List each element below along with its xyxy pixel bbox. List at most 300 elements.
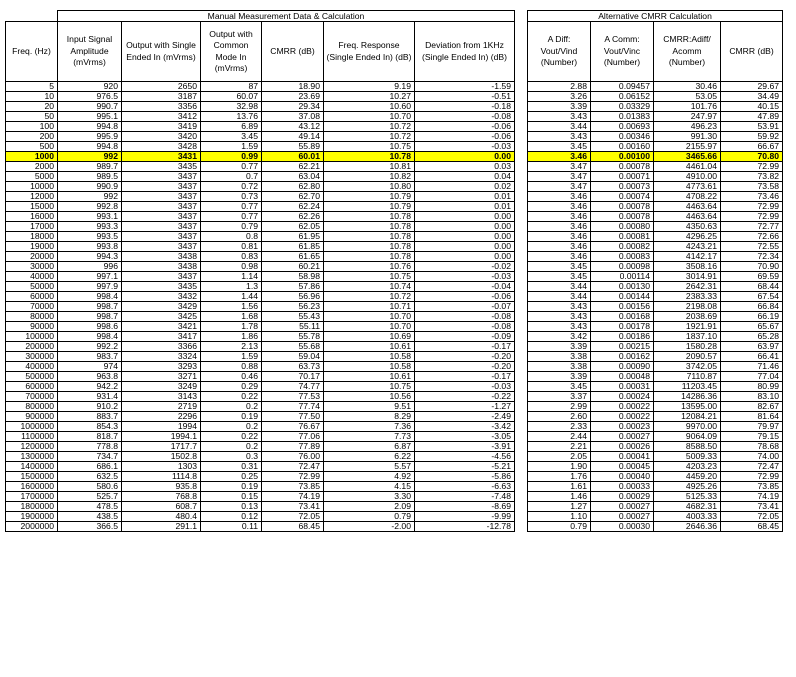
cmrr-db-alt-cell[interactable]: 72.99 <box>721 162 783 172</box>
a-comm-cell[interactable]: 0.00078 <box>591 202 654 212</box>
cmrr-db-cell[interactable]: 77.50 <box>262 412 324 422</box>
cmrr-db-cell[interactable]: 61.85 <box>262 242 324 252</box>
cmrr-db-alt-cell[interactable]: 53.91 <box>721 122 783 132</box>
a-comm-cell[interactable]: 0.03329 <box>591 102 654 112</box>
deviation-cell[interactable]: -0.08 <box>415 322 515 332</box>
output-common-mode-cell[interactable]: 0.2 <box>201 422 262 432</box>
cmrr-db-cell[interactable]: 74.19 <box>262 492 324 502</box>
output-single-ended-cell[interactable]: 1994.1 <box>122 432 201 442</box>
a-comm-cell[interactable]: 0.00073 <box>591 182 654 192</box>
freq-response-cell[interactable]: 10.60 <box>324 102 415 112</box>
cmrr-db-cell[interactable]: 23.69 <box>262 92 324 102</box>
cmrr-ratio-cell[interactable]: 4243.21 <box>654 242 721 252</box>
output-common-mode-cell[interactable]: 3.45 <box>201 132 262 142</box>
a-comm-cell[interactable]: 0.00078 <box>591 212 654 222</box>
deviation-cell[interactable]: -0.17 <box>415 342 515 352</box>
output-single-ended-cell[interactable]: 3435 <box>122 282 201 292</box>
a-diff-cell[interactable]: 0.79 <box>528 522 591 532</box>
cmrr-db-cell[interactable]: 73.85 <box>262 482 324 492</box>
deviation-cell[interactable]: -0.51 <box>415 92 515 102</box>
a-comm-cell[interactable]: 0.00071 <box>591 172 654 182</box>
header-deviation[interactable]: Deviation from 1KHz (Single Ended In) (dB) <box>415 22 515 82</box>
a-diff-cell[interactable]: 3.45 <box>528 142 591 152</box>
freq-response-cell[interactable]: 10.72 <box>324 122 415 132</box>
cmrr-ratio-cell[interactable]: 2642.31 <box>654 282 721 292</box>
freq-response-cell[interactable]: 10.76 <box>324 262 415 272</box>
cmrr-db-cell[interactable]: 37.08 <box>262 112 324 122</box>
cmrr-ratio-cell[interactable]: 2383.33 <box>654 292 721 302</box>
freq-response-cell[interactable]: 10.78 <box>324 232 415 242</box>
freq-response-cell[interactable]: 4.92 <box>324 472 415 482</box>
cmrr-db-cell[interactable]: 68.45 <box>262 522 324 532</box>
freq-cell[interactable]: 1000 <box>6 152 58 162</box>
input-amplitude-cell[interactable]: 992 <box>58 192 122 202</box>
cmrr-ratio-cell[interactable]: 4142.17 <box>654 252 721 262</box>
output-common-mode-cell[interactable]: 0.46 <box>201 372 262 382</box>
a-diff-cell[interactable]: 1.90 <box>528 462 591 472</box>
freq-response-cell[interactable]: 10.75 <box>324 382 415 392</box>
output-single-ended-cell[interactable]: 291.1 <box>122 522 201 532</box>
a-diff-cell[interactable]: 3.39 <box>528 342 591 352</box>
a-comm-cell[interactable]: 0.00346 <box>591 132 654 142</box>
freq-response-cell[interactable]: 10.27 <box>324 92 415 102</box>
cmrr-db-alt-cell[interactable]: 66.19 <box>721 312 783 322</box>
cmrr-ratio-cell[interactable]: 3508.16 <box>654 262 721 272</box>
input-amplitude-cell[interactable]: 525.7 <box>58 492 122 502</box>
cmrr-ratio-cell[interactable]: 4350.63 <box>654 222 721 232</box>
cmrr-ratio-cell[interactable]: 4708.22 <box>654 192 721 202</box>
header-output-single-ended[interactable]: Output with Single Ended In (mVrms) <box>122 22 201 82</box>
a-diff-cell[interactable]: 3.44 <box>528 292 591 302</box>
freq-cell[interactable]: 700000 <box>6 392 58 402</box>
deviation-cell[interactable]: 0.04 <box>415 172 515 182</box>
deviation-cell[interactable]: -3.42 <box>415 422 515 432</box>
a-diff-cell[interactable]: 2.21 <box>528 442 591 452</box>
header-a-diff[interactable]: A Diff: Vout/Vind (Number) <box>528 22 591 82</box>
a-diff-cell[interactable]: 3.46 <box>528 152 591 162</box>
cmrr-db-alt-cell[interactable]: 71.46 <box>721 362 783 372</box>
freq-response-cell[interactable]: 2.09 <box>324 502 415 512</box>
freq-cell[interactable]: 800000 <box>6 402 58 412</box>
output-common-mode-cell[interactable]: 6.89 <box>201 122 262 132</box>
a-comm-cell[interactable]: 0.00023 <box>591 422 654 432</box>
output-common-mode-cell[interactable]: 0.29 <box>201 382 262 392</box>
cmrr-ratio-cell[interactable]: 2038.69 <box>654 312 721 322</box>
a-comm-cell[interactable]: 0.00114 <box>591 272 654 282</box>
output-common-mode-cell[interactable]: 0.31 <box>201 462 262 472</box>
a-diff-cell[interactable]: 3.44 <box>528 282 591 292</box>
cmrr-db-alt-cell[interactable]: 70.90 <box>721 262 783 272</box>
output-common-mode-cell[interactable]: 0.25 <box>201 472 262 482</box>
freq-response-cell[interactable]: 10.80 <box>324 182 415 192</box>
cmrr-db-alt-cell[interactable]: 34.49 <box>721 92 783 102</box>
freq-response-cell[interactable]: 10.79 <box>324 202 415 212</box>
input-amplitude-cell[interactable]: 734.7 <box>58 452 122 462</box>
a-comm-cell[interactable]: 0.00041 <box>591 452 654 462</box>
cmrr-ratio-cell[interactable]: 4461.04 <box>654 162 721 172</box>
input-amplitude-cell[interactable]: 963.8 <box>58 372 122 382</box>
a-diff-cell[interactable]: 3.46 <box>528 232 591 242</box>
output-common-mode-cell[interactable]: 0.79 <box>201 222 262 232</box>
output-common-mode-cell[interactable]: 32.98 <box>201 102 262 112</box>
freq-cell[interactable]: 80000 <box>6 312 58 322</box>
a-diff-cell[interactable]: 1.10 <box>528 512 591 522</box>
a-diff-cell[interactable]: 3.46 <box>528 222 591 232</box>
cmrr-db-alt-cell[interactable]: 68.45 <box>721 522 783 532</box>
input-amplitude-cell[interactable]: 992.8 <box>58 202 122 212</box>
output-common-mode-cell[interactable]: 0.83 <box>201 252 262 262</box>
input-amplitude-cell[interactable]: 989.7 <box>58 162 122 172</box>
freq-response-cell[interactable]: 10.78 <box>324 212 415 222</box>
freq-response-cell[interactable]: 10.70 <box>324 322 415 332</box>
a-comm-cell[interactable]: 0.00031 <box>591 382 654 392</box>
output-single-ended-cell[interactable]: 3432 <box>122 292 201 302</box>
output-common-mode-cell[interactable]: 0.81 <box>201 242 262 252</box>
a-comm-cell[interactable]: 0.00027 <box>591 432 654 442</box>
cmrr-ratio-cell[interactable]: 4682.31 <box>654 502 721 512</box>
input-amplitude-cell[interactable]: 883.7 <box>58 412 122 422</box>
input-amplitude-cell[interactable]: 974 <box>58 362 122 372</box>
freq-response-cell[interactable]: 10.78 <box>324 222 415 232</box>
a-diff-cell[interactable]: 3.39 <box>528 102 591 112</box>
output-common-mode-cell[interactable]: 0.22 <box>201 432 262 442</box>
freq-response-cell[interactable]: 5.57 <box>324 462 415 472</box>
freq-cell[interactable]: 900000 <box>6 412 58 422</box>
output-single-ended-cell[interactable]: 3437 <box>122 212 201 222</box>
freq-cell[interactable]: 1700000 <box>6 492 58 502</box>
freq-response-cell[interactable]: 10.70 <box>324 312 415 322</box>
freq-cell[interactable]: 18000 <box>6 232 58 242</box>
cmrr-db-cell[interactable]: 29.34 <box>262 102 324 112</box>
cmrr-ratio-cell[interactable]: 4463.64 <box>654 212 721 222</box>
a-comm-cell[interactable]: 0.00029 <box>591 492 654 502</box>
cmrr-db-cell[interactable]: 62.80 <box>262 182 324 192</box>
a-comm-cell[interactable]: 0.00030 <box>591 522 654 532</box>
cmrr-ratio-cell[interactable]: 247.97 <box>654 112 721 122</box>
output-single-ended-cell[interactable]: 1717.7 <box>122 442 201 452</box>
cmrr-ratio-cell[interactable]: 4925.26 <box>654 482 721 492</box>
output-common-mode-cell[interactable]: 0.7 <box>201 172 262 182</box>
cmrr-db-alt-cell[interactable]: 80.99 <box>721 382 783 392</box>
input-amplitude-cell[interactable]: 632.5 <box>58 472 122 482</box>
cmrr-db-alt-cell[interactable]: 72.77 <box>721 222 783 232</box>
cmrr-db-cell[interactable]: 63.04 <box>262 172 324 182</box>
a-diff-cell[interactable]: 2.99 <box>528 402 591 412</box>
a-comm-cell[interactable]: 0.00027 <box>591 512 654 522</box>
freq-response-cell[interactable]: 10.75 <box>324 142 415 152</box>
a-comm-cell[interactable]: 0.00074 <box>591 192 654 202</box>
freq-cell[interactable]: 1100000 <box>6 432 58 442</box>
deviation-cell[interactable]: -5.86 <box>415 472 515 482</box>
a-diff-cell[interactable]: 1.76 <box>528 472 591 482</box>
cmrr-db-cell[interactable]: 58.98 <box>262 272 324 282</box>
cmrr-db-alt-cell[interactable]: 79.15 <box>721 432 783 442</box>
a-diff-cell[interactable]: 3.46 <box>528 202 591 212</box>
output-single-ended-cell[interactable]: 3421 <box>122 322 201 332</box>
deviation-cell[interactable]: 0.03 <box>415 162 515 172</box>
cmrr-db-cell[interactable]: 62.21 <box>262 162 324 172</box>
output-common-mode-cell[interactable]: 0.98 <box>201 262 262 272</box>
output-single-ended-cell[interactable]: 3428 <box>122 142 201 152</box>
input-amplitude-cell[interactable]: 997.1 <box>58 272 122 282</box>
freq-cell[interactable]: 70000 <box>6 302 58 312</box>
deviation-cell[interactable]: -1.27 <box>415 402 515 412</box>
output-single-ended-cell[interactable]: 480.4 <box>122 512 201 522</box>
freq-cell[interactable]: 2000000 <box>6 522 58 532</box>
deviation-cell[interactable]: 0.02 <box>415 182 515 192</box>
freq-cell[interactable]: 60000 <box>6 292 58 302</box>
cmrr-ratio-cell[interactable]: 3742.05 <box>654 362 721 372</box>
freq-cell[interactable]: 500000 <box>6 372 58 382</box>
freq-cell[interactable]: 50000 <box>6 282 58 292</box>
freq-cell[interactable]: 30000 <box>6 262 58 272</box>
output-single-ended-cell[interactable]: 3356 <box>122 102 201 112</box>
a-comm-cell[interactable]: 0.00022 <box>591 402 654 412</box>
input-amplitude-cell[interactable]: 998.4 <box>58 292 122 302</box>
output-common-mode-cell[interactable]: 1.78 <box>201 322 262 332</box>
output-single-ended-cell[interactable]: 3293 <box>122 362 201 372</box>
output-common-mode-cell[interactable]: 1.68 <box>201 312 262 322</box>
deviation-cell[interactable]: 0.00 <box>415 212 515 222</box>
freq-cell[interactable]: 300000 <box>6 352 58 362</box>
input-amplitude-cell[interactable]: 686.1 <box>58 462 122 472</box>
output-common-mode-cell[interactable]: 13.76 <box>201 112 262 122</box>
cmrr-db-alt-cell[interactable]: 69.59 <box>721 272 783 282</box>
output-common-mode-cell[interactable]: 60.07 <box>201 92 262 102</box>
output-common-mode-cell[interactable]: 0.11 <box>201 522 262 532</box>
deviation-cell[interactable]: -0.09 <box>415 332 515 342</box>
output-single-ended-cell[interactable]: 2296 <box>122 412 201 422</box>
input-amplitude-cell[interactable]: 998.7 <box>58 302 122 312</box>
a-diff-cell[interactable]: 3.43 <box>528 302 591 312</box>
output-single-ended-cell[interactable]: 1994 <box>122 422 201 432</box>
deviation-cell[interactable]: -3.05 <box>415 432 515 442</box>
cmrr-db-alt-cell[interactable]: 73.58 <box>721 182 783 192</box>
cmrr-db-alt-cell[interactable]: 73.82 <box>721 172 783 182</box>
output-single-ended-cell[interactable]: 3437 <box>122 232 201 242</box>
deviation-cell[interactable]: -0.06 <box>415 132 515 142</box>
input-amplitude-cell[interactable]: 993.1 <box>58 212 122 222</box>
output-common-mode-cell[interactable]: 0.72 <box>201 182 262 192</box>
cmrr-db-alt-cell[interactable]: 72.55 <box>721 242 783 252</box>
cmrr-db-alt-cell[interactable]: 68.44 <box>721 282 783 292</box>
cmrr-db-cell[interactable]: 72.99 <box>262 472 324 482</box>
output-single-ended-cell[interactable]: 768.8 <box>122 492 201 502</box>
a-comm-cell[interactable]: 0.00078 <box>591 162 654 172</box>
cmrr-db-alt-cell[interactable]: 65.28 <box>721 332 783 342</box>
a-comm-cell[interactable]: 0.00186 <box>591 332 654 342</box>
deviation-cell[interactable]: -1.59 <box>415 82 515 92</box>
output-single-ended-cell[interactable]: 3437 <box>122 182 201 192</box>
cmrr-ratio-cell[interactable]: 3465.66 <box>654 152 721 162</box>
a-comm-cell[interactable]: 0.00048 <box>591 372 654 382</box>
output-single-ended-cell[interactable]: 3437 <box>122 242 201 252</box>
cmrr-db-alt-cell[interactable]: 77.04 <box>721 372 783 382</box>
cmrr-ratio-cell[interactable]: 101.76 <box>654 102 721 112</box>
a-comm-cell[interactable]: 0.00081 <box>591 232 654 242</box>
cmrr-db-cell[interactable]: 63.73 <box>262 362 324 372</box>
output-common-mode-cell[interactable]: 0.99 <box>201 152 262 162</box>
cmrr-db-cell[interactable]: 61.95 <box>262 232 324 242</box>
a-comm-cell[interactable]: 0.00040 <box>591 472 654 482</box>
a-comm-cell[interactable]: 0.00080 <box>591 222 654 232</box>
freq-cell[interactable]: 1200000 <box>6 442 58 452</box>
output-single-ended-cell[interactable]: 608.7 <box>122 502 201 512</box>
cmrr-db-alt-cell[interactable]: 83.10 <box>721 392 783 402</box>
a-comm-cell[interactable]: 0.00130 <box>591 282 654 292</box>
a-comm-cell[interactable]: 0.00026 <box>591 442 654 452</box>
cmrr-db-cell[interactable]: 60.01 <box>262 152 324 162</box>
deviation-cell[interactable]: 0.00 <box>415 232 515 242</box>
a-comm-cell[interactable]: 0.00693 <box>591 122 654 132</box>
output-common-mode-cell[interactable]: 0.77 <box>201 212 262 222</box>
freq-response-cell[interactable]: 10.61 <box>324 372 415 382</box>
cmrr-ratio-cell[interactable]: 4296.25 <box>654 232 721 242</box>
cmrr-db-alt-cell[interactable]: 72.99 <box>721 212 783 222</box>
cmrr-db-cell[interactable]: 76.67 <box>262 422 324 432</box>
input-amplitude-cell[interactable]: 993.8 <box>58 242 122 252</box>
deviation-cell[interactable]: -0.06 <box>415 122 515 132</box>
freq-cell[interactable]: 400000 <box>6 362 58 372</box>
a-diff-cell[interactable]: 3.42 <box>528 332 591 342</box>
freq-response-cell[interactable]: 10.70 <box>324 112 415 122</box>
input-amplitude-cell[interactable]: 990.9 <box>58 182 122 192</box>
deviation-cell[interactable]: -0.18 <box>415 102 515 112</box>
input-amplitude-cell[interactable]: 366.5 <box>58 522 122 532</box>
cmrr-ratio-cell[interactable]: 4910.00 <box>654 172 721 182</box>
header-input-amplitude[interactable]: Input Signal Amplitude (mVrms) <box>58 22 122 82</box>
cmrr-db-alt-cell[interactable]: 72.34 <box>721 252 783 262</box>
deviation-cell[interactable]: -0.07 <box>415 302 515 312</box>
deviation-cell[interactable]: -0.03 <box>415 272 515 282</box>
cmrr-db-cell[interactable]: 72.05 <box>262 512 324 522</box>
cmrr-db-cell[interactable]: 62.05 <box>262 222 324 232</box>
cmrr-db-cell[interactable]: 55.43 <box>262 312 324 322</box>
cmrr-ratio-cell[interactable]: 496.23 <box>654 122 721 132</box>
cmrr-db-cell[interactable]: 62.26 <box>262 212 324 222</box>
a-diff-cell[interactable]: 3.47 <box>528 162 591 172</box>
deviation-cell[interactable]: -0.20 <box>415 362 515 372</box>
cmrr-db-cell[interactable]: 60.21 <box>262 262 324 272</box>
freq-response-cell[interactable]: 7.73 <box>324 432 415 442</box>
freq-cell[interactable]: 1900000 <box>6 512 58 522</box>
input-amplitude-cell[interactable]: 983.7 <box>58 352 122 362</box>
cmrr-db-alt-cell[interactable]: 70.80 <box>721 152 783 162</box>
output-common-mode-cell[interactable]: 0.88 <box>201 362 262 372</box>
cmrr-ratio-cell[interactable]: 2646.36 <box>654 522 721 532</box>
freq-cell[interactable]: 5000 <box>6 172 58 182</box>
input-amplitude-cell[interactable]: 931.4 <box>58 392 122 402</box>
output-single-ended-cell[interactable]: 3324 <box>122 352 201 362</box>
a-diff-cell[interactable]: 3.26 <box>528 92 591 102</box>
output-common-mode-cell[interactable]: 0.77 <box>201 202 262 212</box>
deviation-cell[interactable]: 0.00 <box>415 152 515 162</box>
output-single-ended-cell[interactable]: 3437 <box>122 272 201 282</box>
input-amplitude-cell[interactable]: 778.8 <box>58 442 122 452</box>
freq-cell[interactable]: 15000 <box>6 202 58 212</box>
input-amplitude-cell[interactable]: 995.9 <box>58 132 122 142</box>
input-amplitude-cell[interactable]: 818.7 <box>58 432 122 442</box>
deviation-cell[interactable]: -8.69 <box>415 502 515 512</box>
a-diff-cell[interactable]: 3.38 <box>528 362 591 372</box>
freq-response-cell[interactable]: 6.22 <box>324 452 415 462</box>
cmrr-ratio-cell[interactable]: 5125.33 <box>654 492 721 502</box>
header-freq[interactable]: Freq. (Hz) <box>6 22 58 82</box>
cmrr-db-cell[interactable]: 73.41 <box>262 502 324 512</box>
cmrr-db-alt-cell[interactable]: 47.89 <box>721 112 783 122</box>
freq-response-cell[interactable]: 10.82 <box>324 172 415 182</box>
a-diff-cell[interactable]: 3.47 <box>528 182 591 192</box>
output-common-mode-cell[interactable]: 2.13 <box>201 342 262 352</box>
cmrr-ratio-cell[interactable]: 11203.45 <box>654 382 721 392</box>
freq-response-cell[interactable]: 10.78 <box>324 252 415 262</box>
cmrr-ratio-cell[interactable]: 12084.21 <box>654 412 721 422</box>
output-common-mode-cell[interactable]: 0.22 <box>201 392 262 402</box>
output-single-ended-cell[interactable]: 935.8 <box>122 482 201 492</box>
freq-cell[interactable]: 1800000 <box>6 502 58 512</box>
a-diff-cell[interactable]: 2.33 <box>528 422 591 432</box>
deviation-cell[interactable]: -12.78 <box>415 522 515 532</box>
a-comm-cell[interactable]: 0.00178 <box>591 322 654 332</box>
deviation-cell[interactable]: 0.01 <box>415 192 515 202</box>
output-common-mode-cell[interactable]: 1.56 <box>201 302 262 312</box>
input-amplitude-cell[interactable]: 438.5 <box>58 512 122 522</box>
freq-cell[interactable]: 500 <box>6 142 58 152</box>
a-comm-cell[interactable]: 0.00144 <box>591 292 654 302</box>
deviation-cell[interactable]: -6.63 <box>415 482 515 492</box>
a-comm-cell[interactable]: 0.06152 <box>591 92 654 102</box>
output-common-mode-cell[interactable]: 0.13 <box>201 502 262 512</box>
cmrr-ratio-cell[interactable]: 4773.61 <box>654 182 721 192</box>
a-diff-cell[interactable]: 2.44 <box>528 432 591 442</box>
output-common-mode-cell[interactable]: 0.2 <box>201 442 262 452</box>
deviation-cell[interactable]: -0.08 <box>415 112 515 122</box>
freq-cell[interactable]: 19000 <box>6 242 58 252</box>
output-common-mode-cell[interactable]: 1.3 <box>201 282 262 292</box>
freq-response-cell[interactable]: 4.15 <box>324 482 415 492</box>
cmrr-db-alt-cell[interactable]: 72.99 <box>721 472 783 482</box>
freq-cell[interactable]: 5 <box>6 82 58 92</box>
input-amplitude-cell[interactable]: 910.2 <box>58 402 122 412</box>
output-single-ended-cell[interactable]: 1502.8 <box>122 452 201 462</box>
output-common-mode-cell[interactable]: 1.59 <box>201 142 262 152</box>
a-comm-cell[interactable]: 0.00090 <box>591 362 654 372</box>
input-amplitude-cell[interactable]: 580.6 <box>58 482 122 492</box>
a-comm-cell[interactable]: 0.00083 <box>591 252 654 262</box>
freq-cell[interactable]: 200 <box>6 132 58 142</box>
cmrr-db-alt-cell[interactable]: 63.97 <box>721 342 783 352</box>
freq-cell[interactable]: 2000 <box>6 162 58 172</box>
freq-response-cell[interactable]: 10.61 <box>324 342 415 352</box>
freq-cell[interactable]: 12000 <box>6 192 58 202</box>
input-amplitude-cell[interactable]: 998.7 <box>58 312 122 322</box>
cmrr-db-alt-cell[interactable]: 72.47 <box>721 462 783 472</box>
cmrr-db-alt-cell[interactable]: 81.64 <box>721 412 783 422</box>
output-single-ended-cell[interactable]: 3437 <box>122 192 201 202</box>
a-comm-cell[interactable]: 0.01383 <box>591 112 654 122</box>
alt-table-title[interactable]: Alternative CMRR Calculation <box>528 11 783 22</box>
input-amplitude-cell[interactable]: 998.6 <box>58 322 122 332</box>
cmrr-ratio-cell[interactable]: 2198.08 <box>654 302 721 312</box>
cmrr-db-cell[interactable]: 77.06 <box>262 432 324 442</box>
input-amplitude-cell[interactable]: 992.2 <box>58 342 122 352</box>
header-cmrr-db-alt[interactable]: CMRR (dB) <box>721 22 783 82</box>
input-amplitude-cell[interactable]: 997.9 <box>58 282 122 292</box>
freq-response-cell[interactable]: 10.69 <box>324 332 415 342</box>
deviation-cell[interactable]: -4.56 <box>415 452 515 462</box>
a-comm-cell[interactable]: 0.00162 <box>591 352 654 362</box>
cmrr-db-alt-cell[interactable]: 40.15 <box>721 102 783 112</box>
